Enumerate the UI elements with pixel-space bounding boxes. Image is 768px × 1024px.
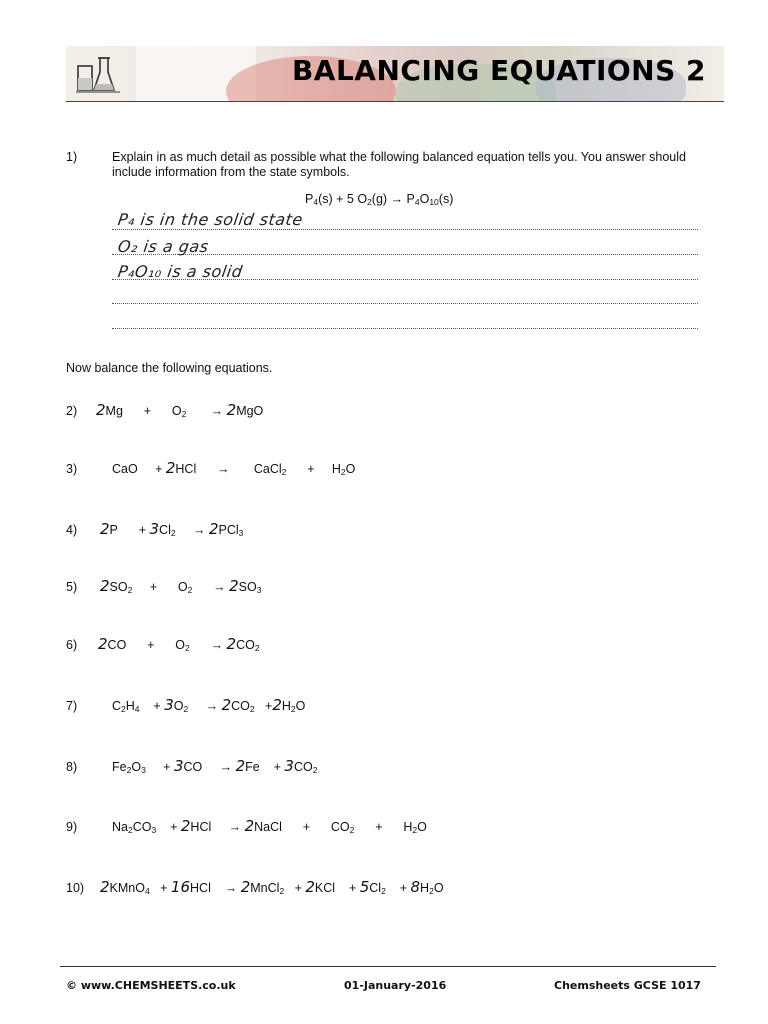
instruction-text: Now balance the following equations. <box>66 361 273 375</box>
question-number: 2) <box>66 404 78 418</box>
question-number: 4) <box>66 523 78 537</box>
equation-5: $2SO_2$ + $O_2$ → $2SO_3$ <box>100 577 262 595</box>
handwritten-coefficient: 2 <box>272 696 282 714</box>
equation-4: 2P + $3Cl_2$ → 2PCl$_3$ <box>100 520 244 538</box>
handwritten-coefficient: 5 <box>359 878 370 896</box>
handwritten-coefficient: 8 <box>410 878 421 896</box>
handwritten-coefficient: 2 <box>100 577 110 595</box>
handwritten-coefficient: 2 <box>165 459 176 477</box>
handwritten-coefficient: 2 <box>208 520 219 538</box>
handwritten-coefficient: 2 <box>96 401 106 419</box>
lab-glassware-icon <box>74 52 124 98</box>
handwritten-coefficient: 2 <box>98 635 108 653</box>
handwritten-answer: O₂ is a gas <box>116 237 210 256</box>
handwritten-coefficient: 2 <box>180 817 191 835</box>
equation-9: $Na_2CO_3$ + 2HCl → 2NaCl + $CO_2$ + $H_2O$ <box>112 817 427 835</box>
question-number: 7) <box>66 699 78 713</box>
handwritten-coefficient: 3 <box>164 696 174 714</box>
answer-line <box>112 328 698 329</box>
footer-copyright: © www.CHEMSHEETS.co.uk <box>66 979 236 992</box>
question-number: 1) <box>66 150 78 164</box>
question-number: 5) <box>66 580 78 594</box>
footer-date: 01-January-2016 <box>344 979 447 992</box>
handwritten-coefficient: 2 <box>226 401 237 419</box>
question-number: 9) <box>66 820 78 834</box>
handwritten-coefficient: 2 <box>100 878 110 896</box>
header-rule <box>66 101 724 102</box>
handwritten-coefficient: 3 <box>284 757 294 775</box>
handwritten-coefficient: 2 <box>221 696 232 714</box>
question-number: 3) <box>66 462 78 476</box>
question-number: 10) <box>66 881 85 895</box>
equation-8: $Fe_2O_3$ + 3CO → 2Fe + $3CO_2$ <box>112 757 318 775</box>
page-title: BALANCING EQUATIONS 2 <box>291 54 706 87</box>
handwritten-coefficient: 2 <box>226 635 237 653</box>
question-number: 8) <box>66 760 78 774</box>
footer-rule <box>60 966 716 967</box>
question-1-prompt: Explain in as much detail as possible what the following balanced equation tells you. You answer should include information from the state symbols. <box>112 150 686 179</box>
handwritten-coefficient: 3 <box>149 520 160 538</box>
question-number: 6) <box>66 638 78 652</box>
handwritten-coefficient: 16 <box>170 878 191 896</box>
handwritten-coefficient: 2 <box>100 520 110 538</box>
equation-6: 2CO + $O_2$ → $2CO_2$ <box>98 635 260 653</box>
equation-2: 2Mg + $O_2$ → 2MgO <box>96 401 264 419</box>
answer-line <box>112 303 698 304</box>
equation-7: $C_2H_4$ + $3O_2$ → $2CO_2 +2H_2O$ <box>112 696 306 714</box>
question-1-equation: $P_4(s) + 5$ $O_2(g) \to P_4O_{10}(s)$ <box>305 192 454 207</box>
handwritten-coefficient: 2 <box>240 878 251 896</box>
footer-reference: Chemsheets GCSE 1017 <box>554 979 701 992</box>
handwritten-coefficient: 2 <box>229 577 239 595</box>
answer-line <box>112 229 698 230</box>
handwritten-coefficient: 2 <box>235 757 246 775</box>
handwritten-answer: P₄ is in the solid state <box>116 210 305 229</box>
equation-10: 2KMnO$_4$ + 16HCl → 2MnCl$_2$ + 2KCl + $5Cl_2$ + $8H_2O$ <box>100 878 444 896</box>
header-banner <box>66 46 724 101</box>
equation-3: CaO + 2HCl → CaCl$_2$ + $H_2O$ <box>112 459 356 477</box>
handwritten-answer: P₄O₁₀ is a solid <box>116 262 244 281</box>
handwritten-coefficient: 2 <box>305 878 315 896</box>
handwritten-coefficient: 2 <box>244 817 255 835</box>
handwritten-coefficient: 3 <box>173 757 184 775</box>
